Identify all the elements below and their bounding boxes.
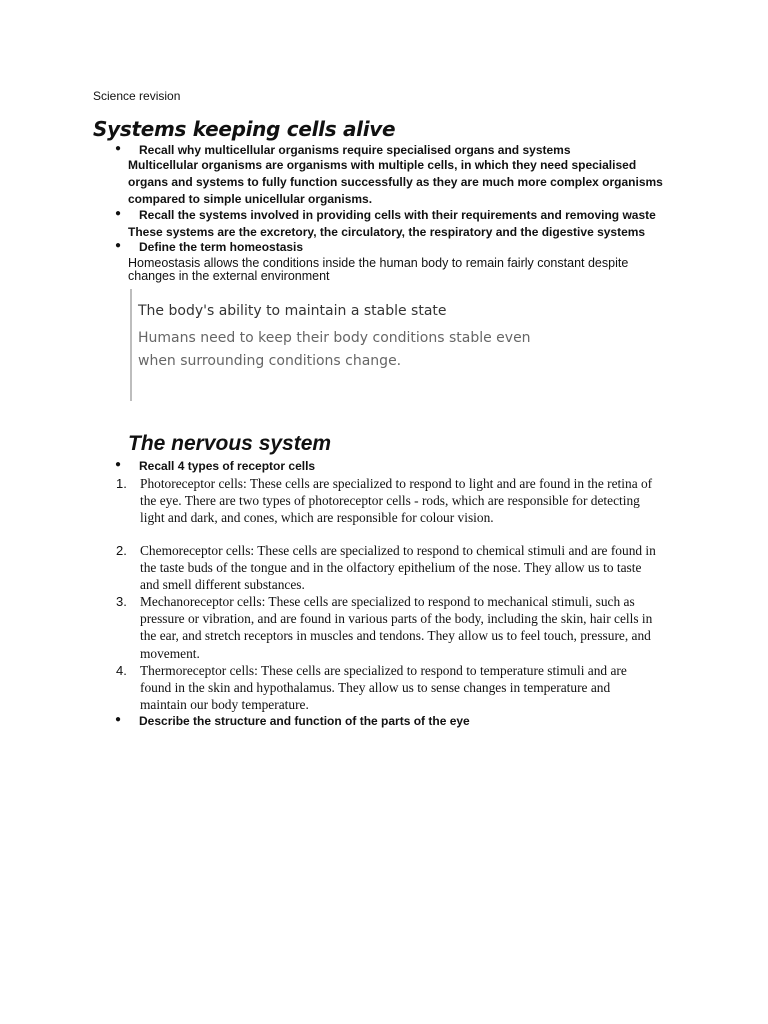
bullet-item-systems (115, 208, 695, 224)
bullet-icon: ● (115, 208, 122, 219)
bullet-item-homeostasis (115, 240, 515, 256)
section-title-systems: Systems keeping cells alive (93, 117, 396, 141)
list-number: 1. (116, 476, 127, 491)
bullet-prompt: Describe the structure and function of the parts of the eye (139, 714, 470, 728)
definition-quote-block (130, 289, 568, 401)
bullet-prompt: Define the term homeostasis (139, 240, 304, 254)
bullet-icon: ● (115, 714, 122, 725)
list-item (116, 593, 676, 663)
list-item-text: Thermoreceptor cells: These cells are specialized to respond to temperature stimuli and are found in the skin and hypothalamus. They allow us to sense changes in temperature and maintain our body temperature. (140, 663, 627, 713)
section-title-nervous-system: The nervous system (128, 432, 332, 455)
list-number: 2. (116, 543, 127, 558)
list-item-text: Photoreceptor cells: These cells are specialized to respond to light and are found in the retina of the eye. There are two types of photoreceptor cells - rods, which are responsible for detecting light and dark, and cones, which are responsible for colour vision. (140, 476, 653, 526)
answer-multicellular: Multicellular organisms are organisms with multiple cells, in which they need specialised organs and systems to fully function successfully as they are much more complex organisms compared to simple unicellular organisms. (128, 158, 663, 206)
list-item-text: Chemoreceptor cells: These cells are specialized to respond to chemical stimuli and are found in the taste buds of the tongue and in the olfactory epithelium of the nose. They allow us to taste and smell different substances. (140, 543, 656, 593)
bullet-icon: ● (115, 459, 122, 470)
answer-systems: These systems are the excretory, the circulatory, the respiratory and the digestive systems (128, 225, 646, 239)
bullet-icon: ● (115, 143, 122, 154)
list-item (116, 475, 676, 545)
bullet-item-eye (115, 714, 575, 730)
list-item (116, 662, 676, 714)
answer-homeostasis: Homeostasis allows the conditions inside the human body to remain fairly constant despite changes in the external environment (128, 256, 629, 283)
list-number: 4. (116, 663, 127, 678)
list-number: 3. (116, 594, 127, 609)
definition-quote-body: Humans need to keep their body conditions stable even when surrounding conditions change. (138, 330, 531, 369)
bullet-prompt: Recall 4 types of receptor cells (139, 459, 316, 473)
definition-quote-title: The body's ability to maintain a stable state (138, 303, 447, 319)
list-item (116, 542, 676, 594)
bullet-icon: ● (115, 240, 122, 251)
bullet-prompt: Recall the systems involved in providing cells with their requirements and removing waste (139, 208, 656, 222)
bullet-prompt: Recall why multicellular organisms require specialised organs and systems (139, 143, 571, 157)
list-item-text: Mechanoreceptor cells: These cells are specialized to respond to mechanical stimuli, such as pressure or vibration, and are found in various parts of the body, including the skin, hair cells in the ear, and stretch receptors in muscles and tendons. They allow us to feel touch, pressure, and movement. (140, 594, 653, 661)
document-header-label: Science revision (93, 89, 181, 103)
bullet-item-receptor-cells (115, 459, 515, 475)
